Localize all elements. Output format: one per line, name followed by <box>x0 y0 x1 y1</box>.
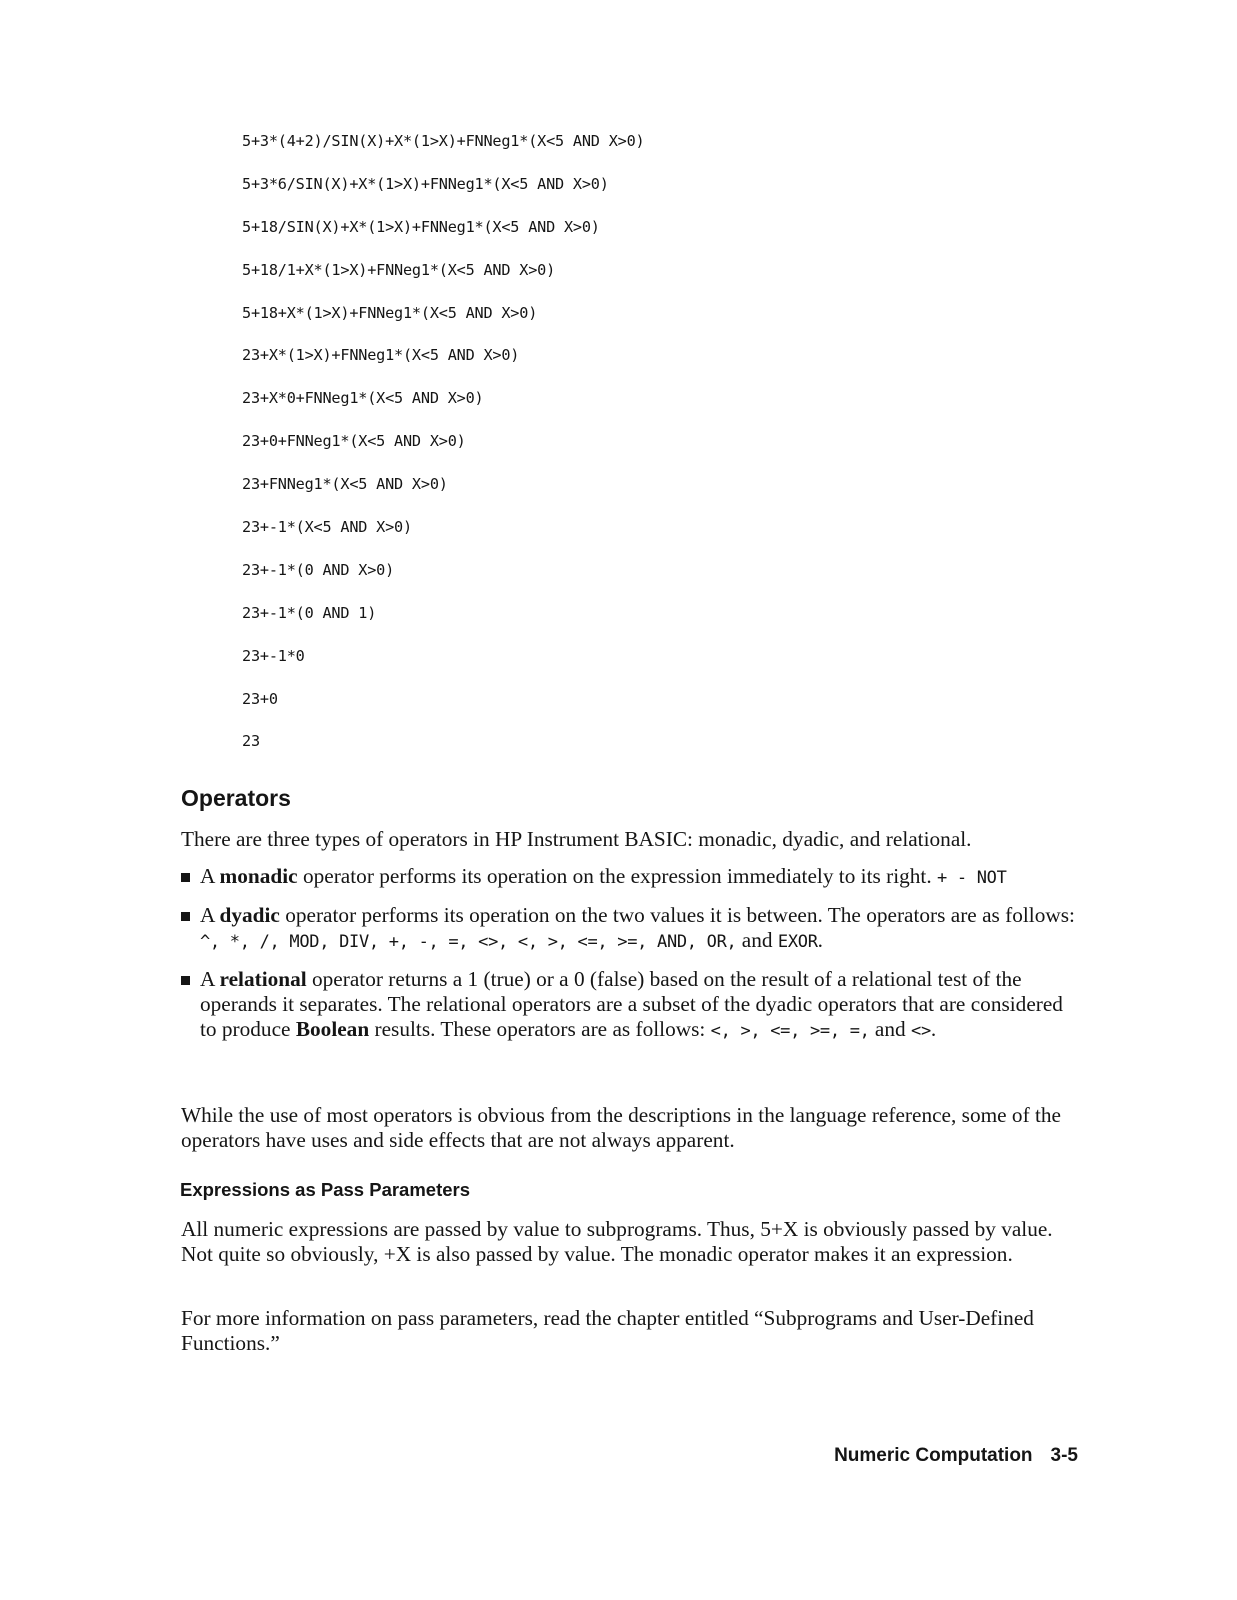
dyadic-term: dyadic <box>219 903 280 927</box>
period-text: . <box>930 1017 937 1041</box>
dyadic-description: operator performs its operation on the two values it is between. The operators are as follows: <box>279 903 1075 927</box>
pass-parameters-paragraph: All numeric expressions are passed by value to subprograms. Thus, 5+X is obviously passed by value. Not quite so obviously, +X is also passed by value. The monadic operator makes it an expression. <box>181 1217 1053 1266</box>
chapter-title: Numeric Computation <box>834 1445 1033 1466</box>
relational-term: relational <box>219 967 307 991</box>
code-line: 5+3*6/SIN(X)+X*(1>X)+FNNeg1*(X<5 AND X>0) <box>242 174 609 193</box>
monadic-term: monadic <box>219 864 298 888</box>
relational-description-end: results. These operators are as follows: <box>369 1017 711 1041</box>
operators-intro: There are three types of operators in HP Instrument BASIC: monadic, dyadic, and relational. <box>181 827 972 851</box>
code-line: 5+18/SIN(X)+X*(1>X)+FNNeg1*(X<5 AND X>0) <box>242 217 600 236</box>
code-line: 5+18+X*(1>X)+FNNeg1*(X<5 AND X>0) <box>242 303 538 322</box>
relational-description: operator returns a 1 (true) or a 0 (false) based on the result of a relational test of the operands it separates. The relational operators are a subset of the dyadic operators that are considered to produce <box>200 967 1063 1041</box>
monadic-operators: + - NOT <box>937 868 1007 888</box>
code-line: 23 <box>242 732 260 751</box>
more-info-paragraph: For more information on pass parameters, read the chapter entitled “Subprograms and User-Defined Functions.” <box>181 1306 1034 1355</box>
operator-types-list <box>181 864 1076 1056</box>
and-text: and <box>736 928 778 952</box>
operators-note-paragraph: While the use of most operators is obvious from the descriptions in the language reference, some of the operators have uses and side effects that are not always apparent. <box>181 1103 1062 1152</box>
relational-last-operator: <> <box>911 1021 931 1041</box>
code-line: 23+0 <box>242 689 278 708</box>
code-line: 23+-1*0 <box>242 646 305 665</box>
pass-parameters-heading: Expressions as Pass Parameters <box>180 1179 471 1200</box>
code-line: 23+-1*(X<5 AND X>0) <box>242 518 412 537</box>
list-item-monadic <box>181 864 1076 891</box>
square-bullet-icon <box>181 976 190 985</box>
period-text: . <box>817 928 823 952</box>
monadic-description: operator performs its operation on the expression immediately to its right. <box>297 864 937 888</box>
code-line: 23+X*(1>X)+FNNeg1*(X<5 AND X>0) <box>242 346 520 365</box>
code-line: 23+0+FNNeg1*(X<5 AND X>0) <box>242 432 466 451</box>
article-text: A <box>200 967 220 991</box>
code-line: 23+X*0+FNNeg1*(X<5 AND X>0) <box>242 389 484 408</box>
article-text: A <box>200 903 220 927</box>
code-example <box>242 131 644 774</box>
list-item-dyadic <box>181 903 1076 955</box>
dyadic-operators: ^, *, /, MOD, DIV, +, -, =, <>, <, >, <=, >=, AND, OR, <box>200 932 737 952</box>
code-line: 23+-1*(0 AND X>0) <box>242 560 395 579</box>
code-line: 5+3*(4+2)/SIN(X)+X*(1>X)+FNNeg1*(X<5 AND X>0) <box>242 132 645 150</box>
and-text: and <box>869 1017 912 1041</box>
page-number: 3-5 <box>1050 1445 1078 1466</box>
square-bullet-icon <box>181 912 190 921</box>
page-footer <box>834 1445 1078 1467</box>
code-line: 23+FNNeg1*(X<5 AND X>0) <box>242 475 448 494</box>
code-line: 5+18/1+X*(1>X)+FNNeg1*(X<5 AND X>0) <box>242 260 556 279</box>
code-line: 23+-1*(0 AND 1) <box>242 603 377 622</box>
boolean-term: Boolean <box>295 1017 370 1041</box>
operators-heading: Operators <box>181 785 291 811</box>
list-item-relational <box>181 967 1076 1044</box>
article-text: A <box>200 864 220 888</box>
relational-operators: <, >, <=, >=, =, <box>710 1021 870 1041</box>
square-bullet-icon <box>181 873 190 882</box>
dyadic-last-operator: EXOR <box>777 932 818 952</box>
